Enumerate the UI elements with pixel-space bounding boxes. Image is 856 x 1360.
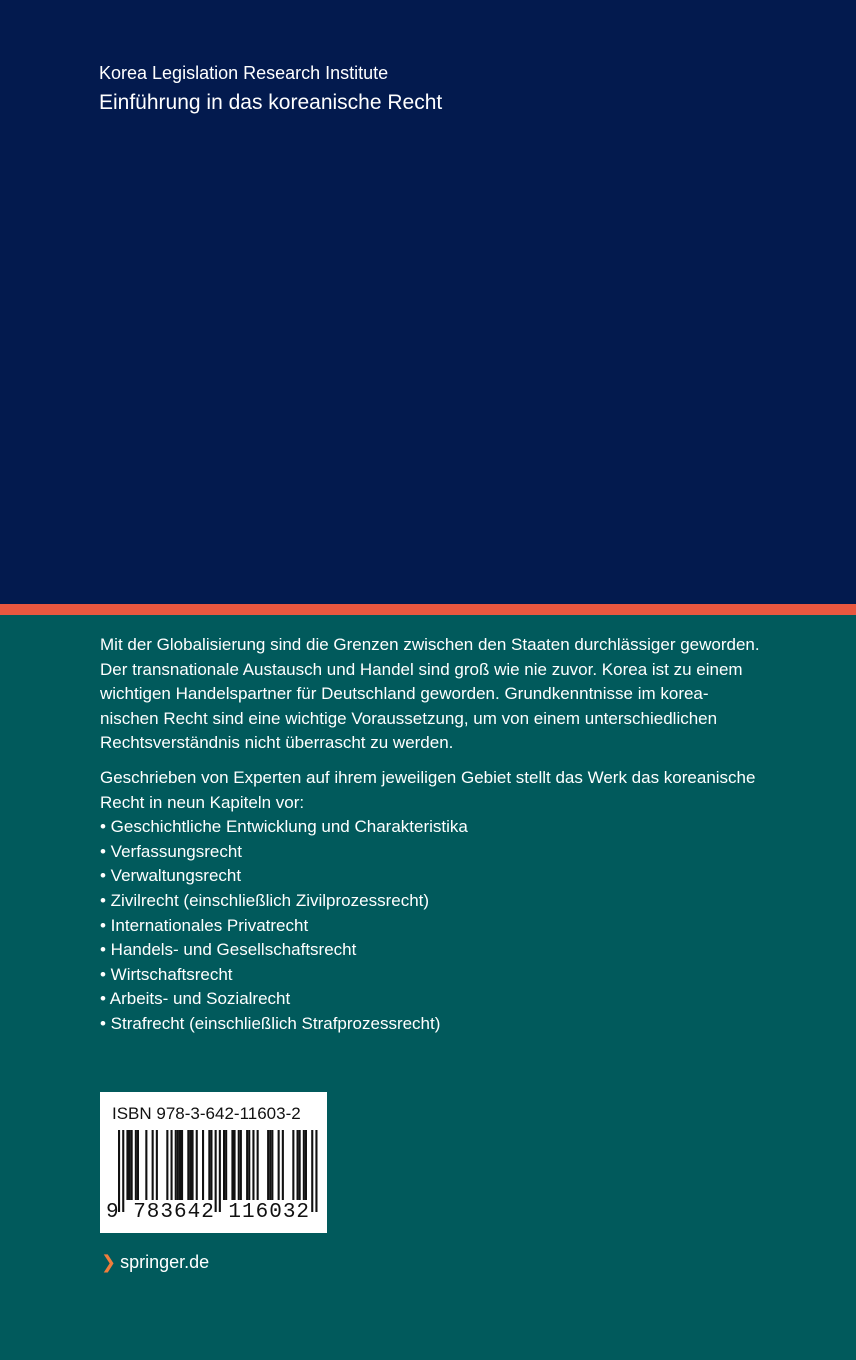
publisher-website: springer.de [120,1252,210,1272]
barcode-bar [234,1130,236,1200]
barcode-bar [282,1130,284,1200]
barcode-bar [231,1130,233,1200]
publisher-link[interactable] [101,1250,209,1274]
barcode-bar [202,1130,204,1200]
blurb-line: Rechtsverständnis nicht überrascht zu werden. [100,733,454,753]
barcode-bar [240,1130,242,1200]
chapter-item: • Geschichtliche Entwicklung und Charakteristika [100,817,468,837]
barcode-bar [219,1130,221,1212]
barcode-bar [196,1130,198,1200]
chapter-item: • Zivilrecht (einschließlich Zivilprozessrecht) [100,890,430,910]
barcode-bar [171,1130,173,1200]
barcode-bar [192,1130,194,1200]
blurb-line: Mit der Globalisierung sind die Grenzen zwischen den Staaten durchlässiger geworden. [100,635,760,654]
blurb-line: nischen Recht sind eine wichtige Voraussetzung, um von einem unterschiedlichen [100,708,718,728]
barcode-bar [225,1130,227,1200]
blurb [100,633,800,1037]
barcode-bar [210,1130,212,1200]
chapter-item: • Strafrecht (einschließlich Strafprozessrecht) [100,1013,441,1033]
barcode-bar [208,1130,210,1200]
barcode-bar [292,1130,294,1200]
chapter-item: • Handels- und Gesellschaftsrecht [100,940,357,960]
barcode-digits: 9 783642 116032 [106,1201,311,1224]
barcode-bar [118,1130,120,1212]
barcode-bar [311,1130,313,1212]
isbn-barcode [100,1092,327,1233]
book-title: Einführung in das koreanische Recht [99,91,443,114]
barcode-bar [129,1130,131,1200]
barcode-bar [137,1130,139,1200]
barcode-bar [248,1130,250,1200]
barcode-bar [181,1130,183,1200]
barcode-bar [175,1130,177,1200]
barcode-bar [267,1130,269,1200]
barcode-bar [305,1130,307,1200]
barcode-bar [297,1130,299,1200]
barcode-bar [271,1130,273,1200]
barcode-bar [315,1130,317,1212]
barcode-bar [223,1130,225,1200]
blurb-line: wichtigen Handelspartner für Deutschland geworden. Grundkenntnisse im korea- [100,684,709,704]
barcode-bar [177,1130,179,1200]
chapter-item: • Verwaltungsrecht [100,866,242,886]
barcode-bar [252,1130,254,1200]
blurb-paragraph-2 [100,766,800,1037]
chevron-right-icon: ❯ [101,1252,117,1272]
barcode-bar [187,1130,189,1200]
blurb-paragraph-1 [100,633,800,756]
chapter-item: • Arbeits- und Sozialrecht [100,989,291,1009]
blurb-line: Geschrieben von Experten auf ihrem jeweiligen Gebiet stellt das Werk das koreanische [100,767,756,787]
barcode-bar [122,1130,124,1212]
barcode-bar [215,1130,217,1212]
chapter-item: • Wirtschaftsrecht [100,964,233,984]
barcode-bar [166,1130,168,1200]
blurb-line: Der transnationale Austausch und Handel sind groß wie nie zuvor. Korea ist zu einem [100,659,743,679]
barcode-bar [238,1130,240,1200]
barcode-bar [156,1130,158,1200]
barcode-bar [257,1130,259,1200]
barcode-bar [189,1130,191,1200]
author-name: Korea Legislation Research Institute [99,63,389,83]
barcode-bar [303,1130,305,1200]
barcode-bar [179,1130,181,1200]
barcode-bar [135,1130,137,1200]
barcode-bar [269,1130,271,1200]
barcode-bar [131,1130,133,1200]
barcode-bar [299,1130,301,1200]
barcode-bar [246,1130,248,1200]
barcode-bar [126,1130,128,1200]
orange-divider [0,604,856,615]
blurb-line: Recht in neun Kapiteln vor: [100,792,305,812]
isbn-label: ISBN 978-3-642-11603-2 [112,1104,301,1123]
barcode-bar [278,1130,280,1200]
chapter-list [100,815,800,1036]
barcode-bar [152,1130,154,1200]
chapter-item: • Verfassungsrecht [100,841,243,861]
chapter-item: • Internationales Privatrecht [100,915,309,935]
barcode-bar [145,1130,147,1200]
